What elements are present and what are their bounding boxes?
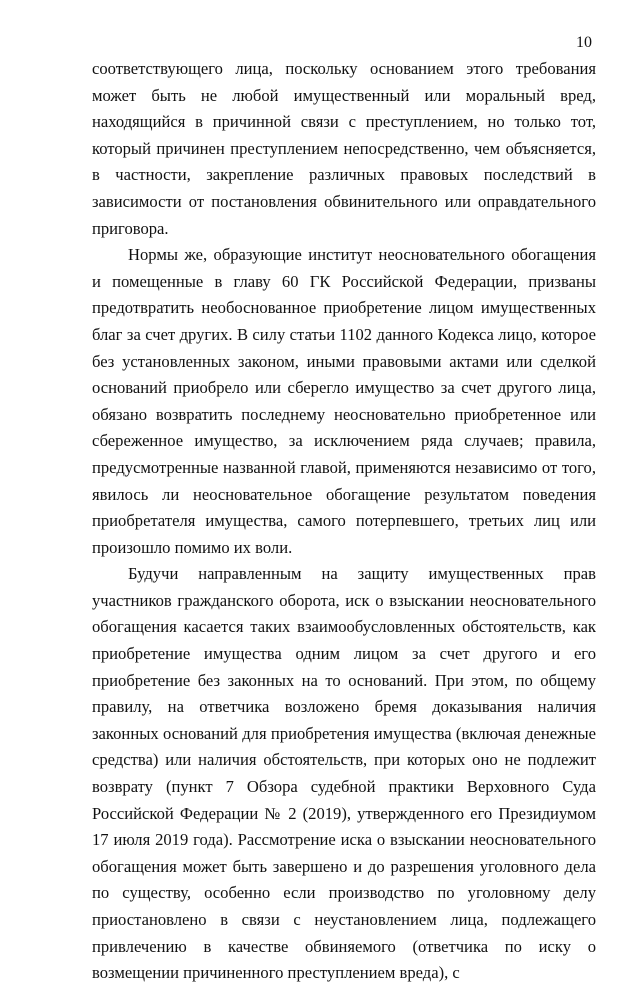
document-body <box>92 56 596 987</box>
page-number: 10 <box>576 34 592 51</box>
paragraph-continuation: соответствующего лица, поскольку основанием этого требования может быть не любой имущественный или моральный вред, находящийся в причинной связи с преступлением, но только тот, который причинен преступлением непосредственно, чем объясняется, в частности, закрепление различных правовых последствий в зависимости от постановления обвинительного или оправдательного приговора. <box>92 59 596 238</box>
paragraph-unjust-enrichment-norms: Нормы же, образующие институт неосновательного обогащения и помещенные в главу 60 ГК Российской Федерации, призваны предотвратить необоснованное приобретение лицом имущественных благ за счет других. В силу статьи 1102 данного Кодекса лицо, которое без установленных законом, иными правовыми актами или сделкой оснований приобрело или сберегло имущество за счет другого лица, обязано возвратить последнему неосновательно приобретенное или сбереженное имущество, за исключением ряда случаев; правила, предусмотренные названной главой, применяются независимо от того, явилось ли неосновательное обогащение результатом поведения приобретателя имущества, самого потерпевшего, третьих лиц или произошло помимо их воли. <box>92 245 596 557</box>
paragraph-unjust-enrichment-claim: Будучи направленным на защиту имущественных прав участников гражданского оборота, иск о взыскании неосновательного обогащения касается таких взаимообусловленных обстоятельств, как приобретение имущества одним лицом за счет другого и его приобретение без законных на то оснований. При этом, по общему правилу, на ответчика возложено бремя доказывания наличия законных оснований для приобретения имущества (включая денежные средства) или наличия обстоятельств, при которых оно не подлежит возврату (пункт 7 Обзора судебной практики Верховного Суда Российской Федерации № 2 (2019), утвержденного его Президиумом 17 июля 2019 года). Рассмотрение иска о взыскании неосновательного обогащения может быть завершено и до разрешения уголовного дела по существу, особенно если производство по уголовному делу приостановлено в связи с неустановлением лица, подлежащего привлечению в качестве обвиняемого (ответчика по иску о возмещении причиненного преступлением вреда), с <box>92 564 596 983</box>
